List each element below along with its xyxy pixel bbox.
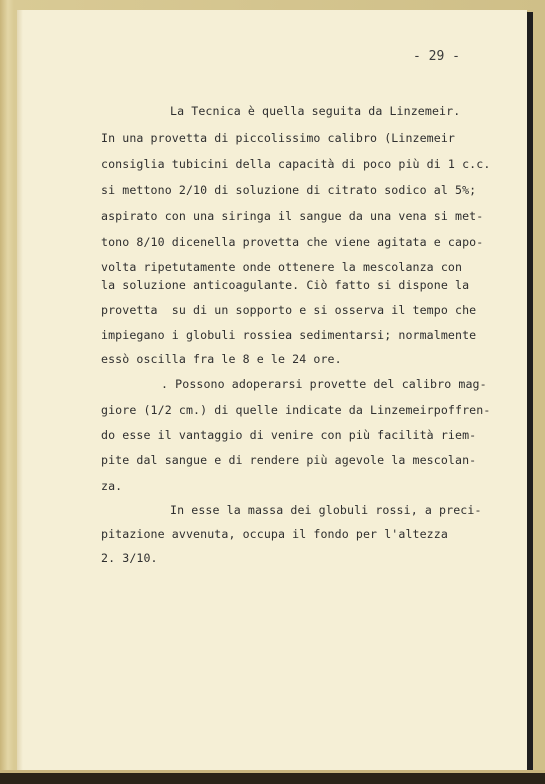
page-number: - 29 - <box>413 49 460 64</box>
text-line: consiglia tubicini della capacità di poco più di 1 c.c. <box>101 157 491 171</box>
text-line: si mettono 2/10 di soluzione di citrato sodico al 5%; <box>101 183 477 197</box>
text-line: do esse il vantaggio di venire con più facilità riem- <box>101 428 477 442</box>
text-line: la soluzione anticoagulante. Ciò fatto si dispone la <box>101 278 470 292</box>
text-line: pite dal sangue e di rendere più agevole la mescolan- <box>101 453 477 467</box>
text-line: volta ripetutamente onde ottenere la mescolanza con <box>101 260 463 274</box>
text-line: pitazione avvenuta, occupa il fondo per l'altezza <box>101 527 448 541</box>
text-line: . Possono adoperarsi provette del calibro mag- <box>161 377 487 391</box>
text-line: La Tecnica è quella seguita da Linzemeir. <box>170 104 461 118</box>
page-edge-shadow <box>527 12 533 772</box>
text-line: za. <box>101 479 123 493</box>
text-line: 2. 3/10. <box>101 551 158 565</box>
text-line: tono 8/10 dicenella provetta che viene agitata e capo- <box>101 235 484 249</box>
text-line: In una provetta di piccolissimo calibro (Linzemeir <box>101 131 456 145</box>
text-line: impiegano i globuli rossiea sedimentarsi; normalmente <box>101 328 477 342</box>
text-line: provetta su di un sopporto e si osserva il tempo che <box>101 303 477 317</box>
text-line: In esse la massa dei globuli rossi, a preci- <box>170 503 482 517</box>
text-line: essò oscilla fra le 8 e le 24 ore. <box>101 352 342 366</box>
text-line: giore (1/2 cm.) di quelle indicate da Linzemeirpoffren- <box>101 403 491 417</box>
text-line: aspirato con una siringa il sangue da una vena si met- <box>101 209 484 223</box>
bottom-border <box>0 770 545 784</box>
